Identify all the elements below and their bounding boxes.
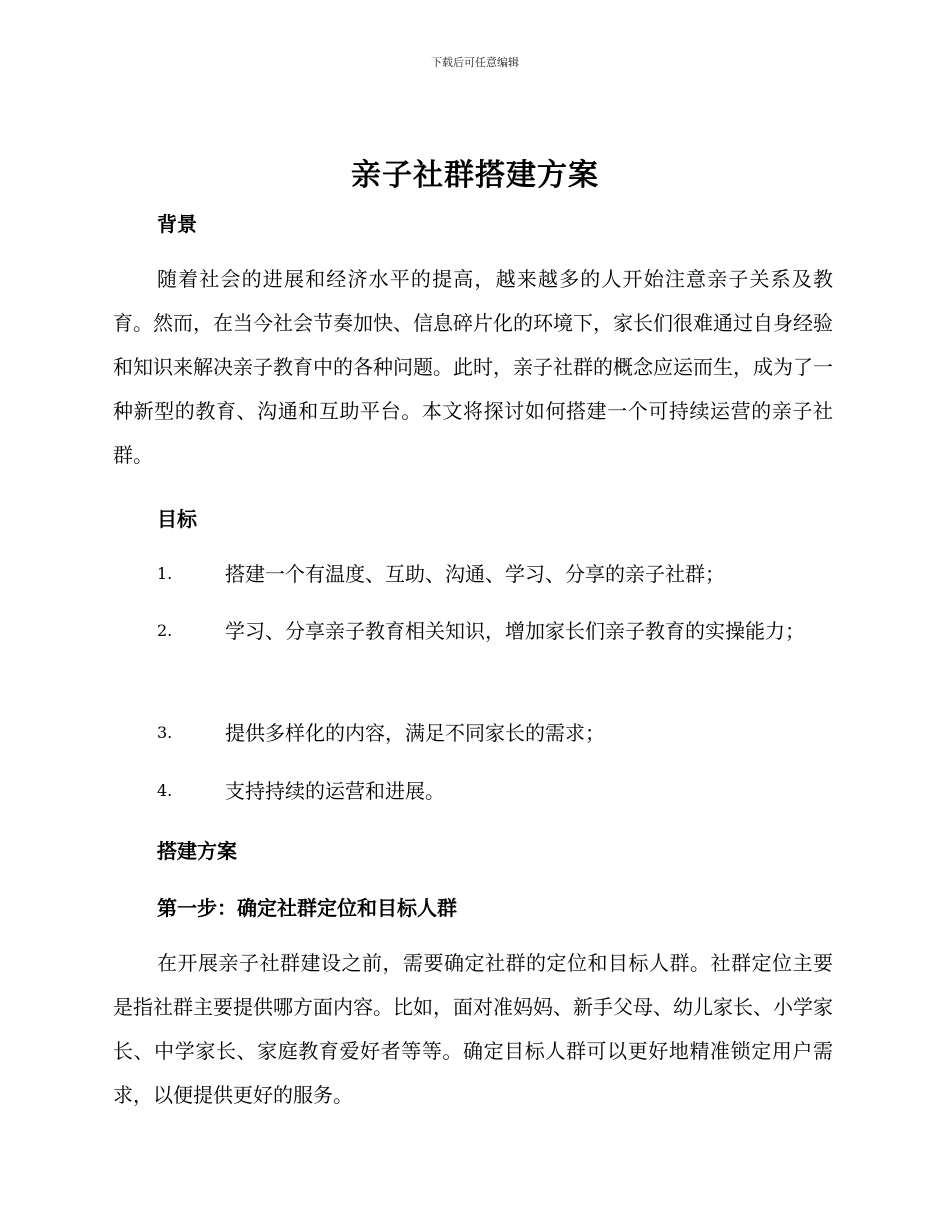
section-heading-goals: 目标 <box>157 507 197 531</box>
list-number: 1. <box>157 564 173 583</box>
document-title: 亲子社群搭建方案 <box>351 158 599 193</box>
background-paragraph: 随着社会的进展和经济水平的提高，越来越多的人开始注意亲子关系及教育。然而，在当今社会节奏加快、信息碎片化的环境下，家长们很难通过自身经验和知识来解决亲子教育中的各种问题。此时，亲子社群的概念应运而生，成为了一种新型的教育、沟通和互助平台。本文将探讨如何搭建一个可持续运营的亲子社群。 <box>113 267 833 467</box>
goal-list-item <box>113 711 833 755</box>
step1-heading: 第一步：确定社群定位和目标人群 <box>157 896 457 920</box>
goal-list-item <box>113 609 833 653</box>
goal-list-item <box>113 552 833 596</box>
list-text: 提供多样化的内容，满足不同家长的需求； <box>225 721 605 745</box>
header-note: 下载后可任意编辑 <box>431 56 519 69</box>
list-number: 3. <box>157 723 173 742</box>
step1-paragraph: 在开展亲子社群建设之前，需要确定社群的定位和目标人群。社群定位主要是指社群主要提供哪方面内容。比如，面对准妈妈、新手父母、幼儿家长、小学家长、中学家长、家庭教育爱好者等等。确定目标人群可以更好地精准锁定用户需求，以便提供更好的服务。 <box>113 951 833 1107</box>
list-number: 4. <box>157 781 173 800</box>
list-text: 支持持续的运营和进展。 <box>225 779 445 803</box>
list-number: 2. <box>157 621 173 640</box>
section-heading-plan: 搭建方案 <box>157 839 237 863</box>
list-text: 搭建一个有温度、互助、沟通、学习、分享的亲子社群； <box>225 562 725 586</box>
goal-list-item <box>113 769 833 813</box>
list-text: 学习、分享亲子教育相关知识，增加家长们亲子教育的实操能力； <box>225 619 805 643</box>
section-heading-background: 背景 <box>157 212 197 236</box>
